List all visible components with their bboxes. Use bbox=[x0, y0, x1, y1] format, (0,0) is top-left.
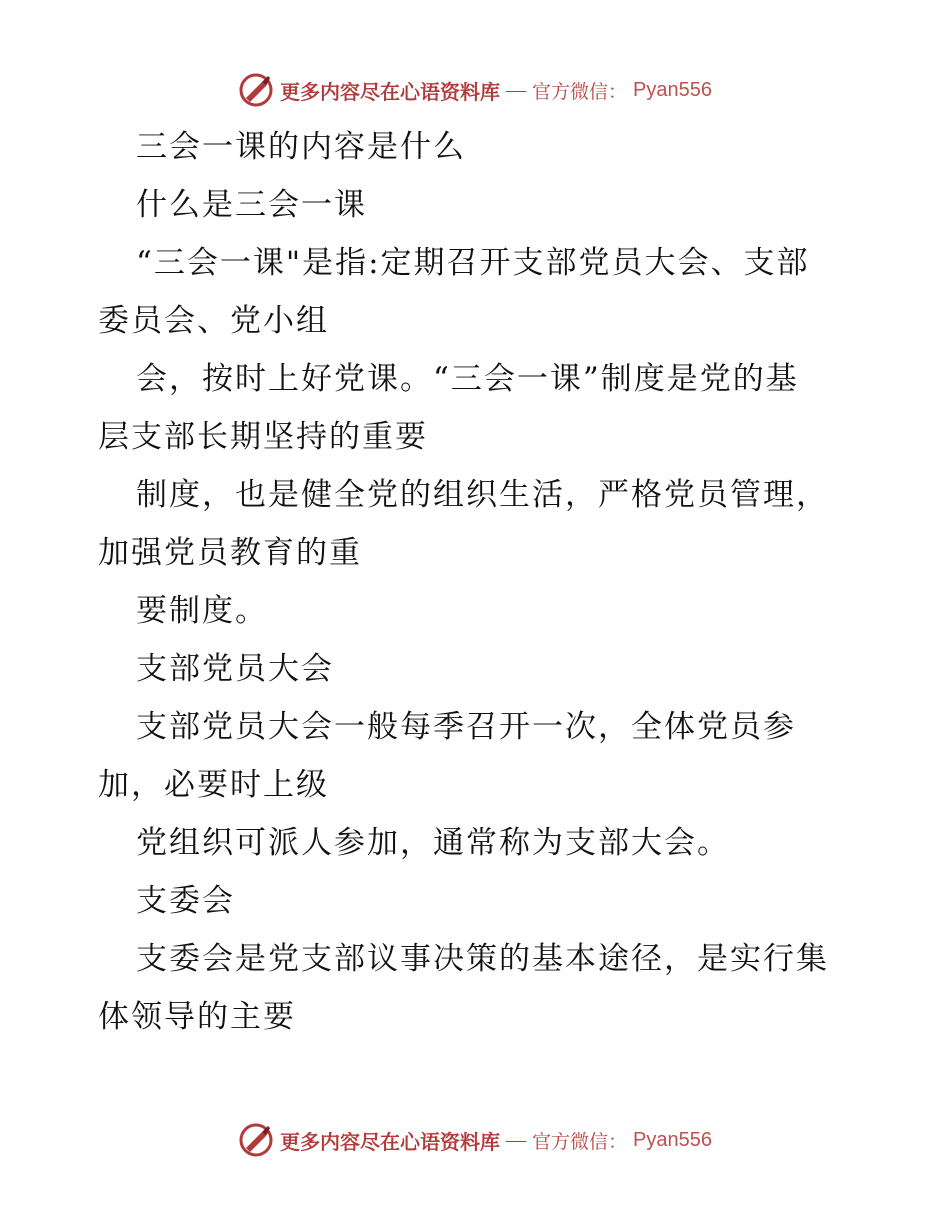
watermark-wechat-id: Pyan556 bbox=[633, 78, 712, 101]
section-heading: 什么是三会一课 bbox=[136, 187, 367, 223]
paragraph-line: “三会一课"是指:定期召开支部党员大会、支部 bbox=[136, 245, 810, 281]
paragraph-line: 层支部长期坚持的重要 bbox=[98, 419, 428, 455]
paragraph-line: 加强党员教育的重 bbox=[98, 535, 362, 571]
watermark-sub-text: 官方微信： bbox=[532, 1130, 628, 1153]
document-body bbox=[98, 118, 858, 1046]
header-watermark bbox=[0, 70, 950, 110]
watermark-main-text: 更多内容尽在心语资料库 bbox=[280, 1129, 500, 1154]
pen-logo-icon bbox=[238, 1122, 274, 1158]
paragraph-line: 制度，也是健全党的组织生活，严格党员管理， bbox=[136, 477, 829, 513]
watermark-dash: — bbox=[506, 78, 526, 101]
watermark-main-text: 更多内容尽在心语资料库 bbox=[280, 79, 500, 104]
doc-title: 三会一课的内容是什么 bbox=[136, 129, 466, 165]
footer-watermark bbox=[0, 1120, 950, 1160]
section-heading: 支部党员大会 bbox=[136, 651, 334, 687]
paragraph-line: 党组织可派人参加，通常称为支部大会。 bbox=[136, 825, 730, 861]
paragraph-line: 支部党员大会一般每季召开一次，全体党员参 bbox=[136, 709, 796, 745]
paragraph-line: 会，按时上好党课。“三会一课”制度是党的基 bbox=[136, 361, 799, 397]
paragraph-line: 加，必要时上级 bbox=[98, 767, 329, 803]
watermark-wechat-id: Pyan556 bbox=[633, 1128, 712, 1151]
section-heading: 支委会 bbox=[136, 883, 235, 919]
paragraph-line: 体领导的主要 bbox=[98, 999, 296, 1035]
paragraph-line: 委员会、党小组 bbox=[98, 303, 329, 339]
paragraph-line: 要制度。 bbox=[136, 593, 268, 629]
paragraph-line: 支委会是党支部议事决策的基本途径，是实行集 bbox=[136, 941, 829, 977]
watermark-sub-text: 官方微信： bbox=[532, 80, 628, 103]
watermark-dash: — bbox=[506, 1128, 526, 1151]
pen-logo-icon bbox=[238, 72, 274, 108]
